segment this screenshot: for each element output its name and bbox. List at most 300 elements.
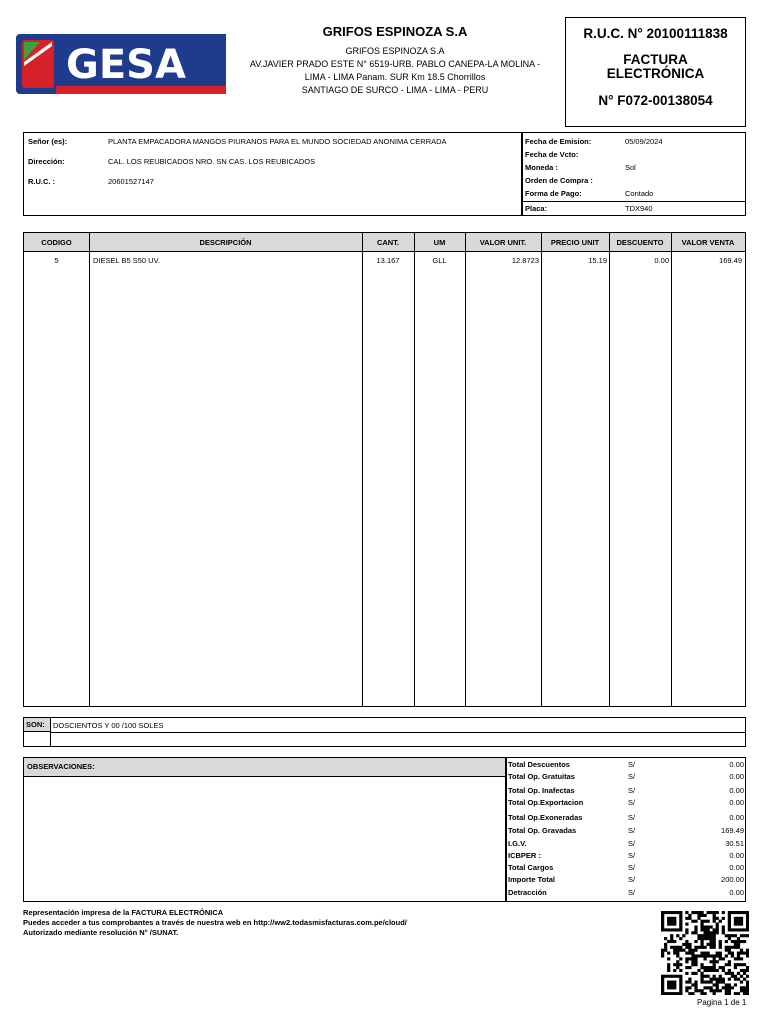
qr-module xyxy=(667,963,670,966)
client-box xyxy=(23,132,523,216)
qr-module xyxy=(725,986,728,989)
qr-module xyxy=(746,986,749,989)
qr-module xyxy=(737,917,740,920)
qr-module xyxy=(740,911,743,914)
ruc-value: 20601527147 xyxy=(108,177,154,186)
total-label: I.G.V. xyxy=(508,839,527,848)
qr-module xyxy=(688,917,691,920)
qr-module xyxy=(688,943,691,946)
column-divider xyxy=(89,233,90,706)
qr-module xyxy=(685,928,688,931)
qr-module xyxy=(700,975,703,978)
qr-module xyxy=(707,975,710,978)
qr-module xyxy=(710,969,713,972)
row-cant: 13.167 xyxy=(376,256,400,265)
qr-module xyxy=(679,969,682,972)
qr-module xyxy=(731,975,734,978)
meta-divider xyxy=(522,201,745,202)
qr-module xyxy=(743,963,746,966)
qr-module xyxy=(688,966,691,969)
total-label: Detracción xyxy=(508,888,547,897)
fecha-emision-value: 05/09/2024 xyxy=(625,137,663,146)
qr-module xyxy=(691,992,694,995)
qr-module xyxy=(685,952,688,955)
total-currency: S/ xyxy=(628,888,636,897)
qr-module xyxy=(737,940,740,943)
qr-module xyxy=(700,952,703,955)
total-currency: S/ xyxy=(628,786,636,795)
qr-module xyxy=(697,934,700,937)
qr-module xyxy=(700,972,703,975)
qr-module xyxy=(661,975,664,978)
qr-module xyxy=(710,946,713,949)
qr-module xyxy=(734,975,737,978)
qr-module xyxy=(719,978,722,981)
qr-module xyxy=(737,954,740,957)
company-header xyxy=(240,24,550,97)
forma-pago-label: Forma de Pago: xyxy=(525,189,582,198)
qr-module xyxy=(713,928,716,931)
son-divider xyxy=(50,732,746,733)
qr-module xyxy=(700,920,703,923)
total-value: 0.00 xyxy=(729,786,744,795)
qr-module xyxy=(722,931,725,934)
qr-module xyxy=(670,917,673,920)
qr-module xyxy=(740,963,743,966)
qr-module xyxy=(728,983,731,986)
qr-module xyxy=(694,931,697,934)
qr-module xyxy=(679,963,682,966)
son-label: SON: xyxy=(24,718,51,732)
qr-module xyxy=(731,952,734,955)
qr-module xyxy=(670,920,673,923)
qr-module xyxy=(719,966,722,969)
qr-module xyxy=(710,960,713,963)
qr-module xyxy=(676,992,679,995)
total-value: 0.00 xyxy=(729,772,744,781)
qr-module xyxy=(691,931,694,934)
qr-module xyxy=(685,911,688,914)
direccion-value: CAL. LOS REUBICADOS NRO. SN CAS. LOS REUBICADOS xyxy=(108,157,316,166)
qr-module xyxy=(694,954,697,957)
fecha-vcto-label: Fecha de Vcto: xyxy=(525,150,579,159)
qr-module xyxy=(707,952,710,955)
qr-module xyxy=(664,928,667,931)
qr-module xyxy=(725,940,728,943)
qr-module xyxy=(719,940,722,943)
header-valor-venta: VALOR VENTA xyxy=(681,238,735,247)
qr-module xyxy=(722,986,725,989)
qr-module xyxy=(707,934,710,937)
qr-module xyxy=(679,928,682,931)
qr-module xyxy=(746,934,749,937)
qr-module xyxy=(722,925,725,928)
orden-compra-label: Orden de Compra : xyxy=(525,176,593,185)
qr-module xyxy=(673,975,676,978)
qr-module xyxy=(737,972,740,975)
qr-module xyxy=(746,992,749,995)
qr-module xyxy=(688,914,691,917)
qr-module xyxy=(734,911,737,914)
qr-module xyxy=(725,949,728,952)
qr-module xyxy=(664,992,667,995)
qr-module xyxy=(722,928,725,931)
qr-module xyxy=(716,978,719,981)
qr-module xyxy=(725,989,728,992)
qr-module xyxy=(679,986,682,989)
qr-module xyxy=(703,925,706,928)
direccion-label: Dirección: xyxy=(28,157,65,166)
footer-legend xyxy=(23,908,407,938)
qr-module xyxy=(685,960,688,963)
items-table xyxy=(23,232,746,707)
qr-module xyxy=(703,952,706,955)
qr-module xyxy=(661,992,664,995)
qr-module xyxy=(694,949,697,952)
qr-module xyxy=(697,989,700,992)
qr-module xyxy=(667,940,670,943)
qr-module xyxy=(664,943,667,946)
qr-module xyxy=(688,949,691,952)
qr-module xyxy=(682,949,685,952)
qr-module xyxy=(740,934,743,937)
qr-module xyxy=(719,954,722,957)
qr-module xyxy=(731,986,734,989)
qr-module xyxy=(688,981,691,984)
qr-module xyxy=(713,946,716,949)
qr-module xyxy=(676,954,679,957)
qr-module xyxy=(670,986,673,989)
qr-module xyxy=(710,989,713,992)
ruc-label: R.U.C. : xyxy=(28,177,56,186)
company-name: GRIFOS ESPINOZA S.A xyxy=(322,24,468,39)
qr-module xyxy=(734,920,737,923)
qr-module xyxy=(685,972,688,975)
qr-module xyxy=(697,969,700,972)
qr-module xyxy=(728,911,731,914)
qr-module xyxy=(700,989,703,992)
qr-module xyxy=(716,969,719,972)
qr-module xyxy=(661,954,664,957)
total-value: 0.00 xyxy=(729,851,744,860)
header-um: UM xyxy=(433,238,446,247)
qr-module xyxy=(728,989,731,992)
qr-module xyxy=(700,966,703,969)
qr-module xyxy=(740,981,743,984)
gesa-logo xyxy=(16,30,226,98)
qr-module xyxy=(722,917,725,920)
placa-value: TDX940 xyxy=(625,204,653,213)
qr-module xyxy=(679,937,682,940)
qr-module xyxy=(734,940,737,943)
qr-module xyxy=(743,972,746,975)
qr-module xyxy=(713,911,716,914)
qr-module xyxy=(661,952,664,955)
row-precio-unit: 15.19 xyxy=(588,256,607,265)
header-cant: CANT. xyxy=(376,238,400,247)
qr-module xyxy=(710,966,713,969)
qr-module xyxy=(673,969,676,972)
ruc-number: R.U.C. N° 20100111838 xyxy=(583,26,728,41)
qr-module xyxy=(676,975,679,978)
qr-module xyxy=(728,992,731,995)
qr-module xyxy=(719,946,722,949)
qr-module xyxy=(673,986,676,989)
qr-module xyxy=(740,969,743,972)
qr-module xyxy=(737,946,740,949)
qr-module xyxy=(707,943,710,946)
qr-module xyxy=(703,969,706,972)
qr-module xyxy=(664,949,667,952)
document-type-line: ELECTRÓNICA xyxy=(606,66,705,81)
qr-module xyxy=(673,940,676,943)
total-value: 0.00 xyxy=(729,760,744,769)
qr-module xyxy=(661,989,664,992)
qr-module xyxy=(679,978,682,981)
qr-module xyxy=(688,952,691,955)
qr-module xyxy=(737,963,740,966)
qr-module xyxy=(710,981,713,984)
qr-module xyxy=(731,911,734,914)
row-descripcion: DIESEL B5 S50 UV. xyxy=(93,256,160,265)
qr-module xyxy=(725,983,728,986)
qr-module xyxy=(691,920,694,923)
qr-module xyxy=(688,978,691,981)
qr-module xyxy=(676,949,679,952)
qr-module xyxy=(661,983,664,986)
qr-module xyxy=(691,911,694,914)
qr-module xyxy=(707,931,710,934)
qr-module xyxy=(685,946,688,949)
row-codigo: 5 xyxy=(54,256,59,265)
total-currency: S/ xyxy=(628,851,636,860)
qr-module xyxy=(716,981,719,984)
total-value: 169.49 xyxy=(721,826,744,835)
qr-module xyxy=(691,957,694,960)
qr-module xyxy=(728,986,731,989)
qr-module xyxy=(731,940,734,943)
qr-module xyxy=(713,983,716,986)
qr-module xyxy=(667,923,670,926)
page-number: Pagina 1 de 1 xyxy=(697,998,747,1007)
qr-module xyxy=(728,920,731,923)
qr-module xyxy=(728,923,731,926)
qr-module xyxy=(737,923,740,926)
qr-module xyxy=(737,943,740,946)
qr-module xyxy=(713,960,716,963)
qr-module xyxy=(694,981,697,984)
qr-module xyxy=(673,923,676,926)
qr-module xyxy=(737,928,740,931)
total-currency: S/ xyxy=(628,826,636,835)
qr-module xyxy=(725,972,728,975)
column-divider xyxy=(609,233,610,706)
qr-module xyxy=(700,963,703,966)
qr-module xyxy=(716,923,719,926)
qr-module xyxy=(710,911,713,914)
qr-module xyxy=(707,954,710,957)
qr-module xyxy=(713,963,716,966)
forma-pago-value: Contado xyxy=(625,189,654,198)
total-label: Total Descuentos xyxy=(508,760,570,769)
qr-module xyxy=(703,931,706,934)
column-divider xyxy=(465,233,466,706)
senor-label: Señor (es): xyxy=(28,137,68,146)
qr-module xyxy=(691,972,694,975)
qr-module xyxy=(685,943,688,946)
qr-module xyxy=(719,989,722,992)
qr-module xyxy=(703,937,706,940)
qr-module xyxy=(700,992,703,995)
qr-module xyxy=(713,914,716,917)
qr-module xyxy=(731,972,734,975)
qr-module xyxy=(710,925,713,928)
qr-module xyxy=(685,957,688,960)
qr-module xyxy=(740,949,743,952)
qr-module xyxy=(728,914,731,917)
qr-module xyxy=(728,963,731,966)
qr-module xyxy=(746,911,749,914)
qr-module xyxy=(694,986,697,989)
qr-module xyxy=(700,978,703,981)
qr-module xyxy=(694,946,697,949)
qr-module xyxy=(667,983,670,986)
qr-module xyxy=(737,957,740,960)
qr-module xyxy=(694,925,697,928)
qr-module xyxy=(728,925,731,928)
qr-module xyxy=(694,963,697,966)
qr-module xyxy=(707,928,710,931)
qr-module xyxy=(661,911,664,914)
moneda-label: Moneda : xyxy=(525,163,558,172)
qr-module xyxy=(703,986,706,989)
qr-module xyxy=(716,925,719,928)
qr-module xyxy=(667,952,670,955)
qr-module xyxy=(676,946,679,949)
qr-module xyxy=(661,914,664,917)
qr-module xyxy=(700,928,703,931)
qr-module xyxy=(746,917,749,920)
qr-module xyxy=(713,966,716,969)
qr-module xyxy=(734,966,737,969)
qr-module xyxy=(670,981,673,984)
header-descuento: DESCUENTO xyxy=(616,238,664,247)
qr-module xyxy=(694,928,697,931)
total-currency: S/ xyxy=(628,813,636,822)
total-label: Total Op. Inafectas xyxy=(508,786,575,795)
totals-box xyxy=(505,757,746,902)
qr-module xyxy=(679,983,682,986)
qr-module xyxy=(713,931,716,934)
qr-module xyxy=(716,960,719,963)
qr-module xyxy=(728,952,731,955)
qr-module xyxy=(710,937,713,940)
total-currency: S/ xyxy=(628,839,636,848)
qr-module xyxy=(685,986,688,989)
qr-module xyxy=(722,969,725,972)
qr-module xyxy=(719,952,722,955)
qr-module xyxy=(676,911,679,914)
qr-module xyxy=(679,925,682,928)
qr-module xyxy=(707,966,710,969)
qr-module xyxy=(737,937,740,940)
qr-module xyxy=(670,928,673,931)
qr-module xyxy=(728,949,731,952)
qr-module xyxy=(676,960,679,963)
qr-module xyxy=(685,931,688,934)
qr-module xyxy=(710,931,713,934)
qr-module xyxy=(743,940,746,943)
qr-module xyxy=(722,978,725,981)
total-label: Total Op.Exoneradas xyxy=(508,813,583,822)
qr-module xyxy=(700,937,703,940)
qr-module xyxy=(746,920,749,923)
observaciones-label: OBSERVACIONES: xyxy=(24,758,506,777)
header-codigo: CODIGO xyxy=(41,238,72,247)
qr-module xyxy=(676,952,679,955)
qr-module xyxy=(700,914,703,917)
invoice-meta-box xyxy=(521,132,746,216)
qr-module xyxy=(734,978,737,981)
total-value: 0.00 xyxy=(729,888,744,897)
qr-module xyxy=(685,981,688,984)
total-label: Total Cargos xyxy=(508,863,554,872)
qr-module xyxy=(746,969,749,972)
qr-module xyxy=(676,966,679,969)
qr-module xyxy=(691,952,694,955)
total-currency: S/ xyxy=(628,772,636,781)
qr-module xyxy=(746,989,749,992)
qr-module xyxy=(667,992,670,995)
qr-module xyxy=(685,917,688,920)
qr-module xyxy=(667,966,670,969)
qr-module xyxy=(713,920,716,923)
total-currency: S/ xyxy=(628,798,636,807)
qr-module xyxy=(685,966,688,969)
qr-module xyxy=(731,934,734,937)
qr-module xyxy=(691,949,694,952)
qr-code-icon xyxy=(661,911,749,995)
qr-module xyxy=(716,911,719,914)
qr-module xyxy=(728,934,731,937)
qr-module xyxy=(673,949,676,952)
qr-module xyxy=(728,969,731,972)
qr-module xyxy=(697,914,700,917)
qr-module xyxy=(694,983,697,986)
qr-module xyxy=(734,943,737,946)
qr-module xyxy=(743,978,746,981)
qr-module xyxy=(694,972,697,975)
qr-module xyxy=(746,975,749,978)
qr-module xyxy=(734,917,737,920)
qr-module xyxy=(679,946,682,949)
qr-module xyxy=(746,914,749,917)
qr-module xyxy=(731,928,734,931)
qr-module xyxy=(716,954,719,957)
qr-module xyxy=(734,923,737,926)
qr-module xyxy=(694,957,697,960)
qr-module xyxy=(710,986,713,989)
column-divider xyxy=(414,233,415,706)
moneda-value: Sol xyxy=(625,163,636,172)
footer-line: Representación impresa de la FACTURA ELECTRÓNICA xyxy=(23,908,224,917)
qr-module xyxy=(679,911,682,914)
qr-module xyxy=(734,963,737,966)
qr-module xyxy=(746,952,749,955)
amount-in-words-box xyxy=(23,717,746,747)
qr-module xyxy=(743,928,746,931)
qr-module xyxy=(713,978,716,981)
